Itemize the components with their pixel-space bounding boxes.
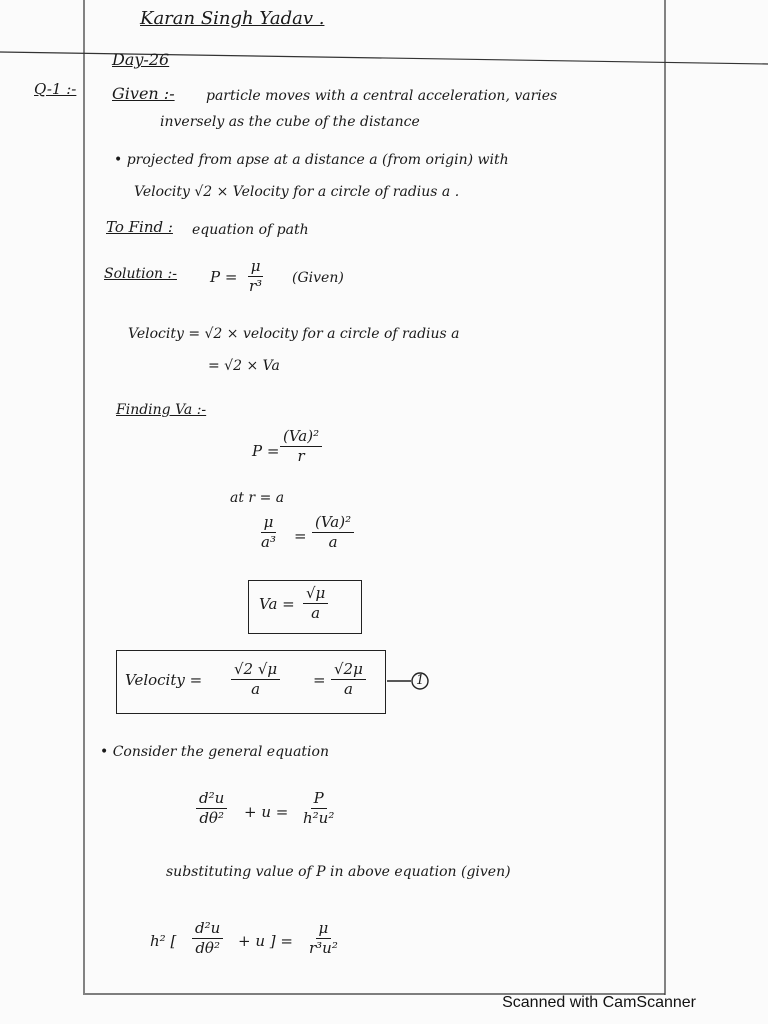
given-line-3: • projected from apse at a distance a (from origin) with — [114, 152, 509, 168]
velocity-denominator-2: a — [343, 679, 353, 698]
d2u-numerator: d²u — [196, 790, 227, 809]
p-denominator: r³ — [249, 276, 263, 295]
given-line-4: Velocity √2 × Velocity for a circle of radius a . — [134, 184, 460, 200]
final-d2u-fraction — [192, 920, 223, 956]
velocity-label: Velocity = — [125, 671, 203, 689]
velocity-denominator-1: a — [251, 679, 261, 698]
va-denominator: a — [311, 603, 321, 622]
d2u-dtheta2-fraction — [196, 790, 227, 826]
dtheta2-denominator: dθ² — [199, 808, 224, 827]
to-find-label: To Find : — [106, 218, 173, 236]
p-eq-denominator: r — [297, 446, 305, 465]
final-rhs-denominator: r³u² — [309, 938, 338, 957]
va-numerator: √μ — [303, 585, 328, 604]
va-squared-over-a — [312, 514, 354, 550]
velocity-numerator-2: √2μ — [331, 661, 366, 680]
question-number: Q-1 :- — [34, 80, 77, 98]
mu-numerator: μ — [261, 514, 277, 533]
p-numerator: μ — [248, 258, 264, 277]
to-find-text: equation of path — [192, 222, 309, 238]
p-fraction — [246, 258, 265, 294]
va-fraction — [303, 585, 328, 621]
va-result-box — [248, 580, 362, 634]
given-line-1: particle moves with a central acceleration, varies — [206, 88, 558, 104]
solution-label: Solution :- — [104, 266, 177, 282]
at-r-equals-a: at r = a — [230, 490, 285, 506]
final-rhs-numerator: μ — [316, 920, 332, 939]
velocity-line-1: Velocity = √2 × velocity for a circle of radius a — [128, 326, 460, 342]
equals-sign: = — [294, 527, 307, 545]
va-lhs: Va = — [259, 595, 295, 613]
velocity-fraction-1 — [231, 661, 280, 697]
final-h-squared: h² [ — [150, 932, 177, 950]
velocity-fraction-2 — [331, 661, 366, 697]
p-eq-fraction — [280, 428, 322, 464]
p-eq-lhs: P = — [252, 442, 280, 460]
final-rhs-fraction — [306, 920, 341, 956]
a-cubed-denominator: a³ — [261, 532, 276, 551]
p-over-h2u2-fraction — [300, 790, 337, 826]
velocity-line-2: = √2 × Va — [208, 358, 280, 374]
p-eq-numerator: (Va)² — [280, 428, 322, 447]
p-lhs: P = — [210, 268, 238, 286]
substituting-line: substituting value of P in above equation (given) — [166, 864, 511, 880]
camscanner-watermark: Scanned with CamScanner — [502, 994, 696, 1011]
velocity-result-box — [116, 650, 386, 714]
h2u2-denominator: h²u² — [303, 808, 335, 827]
p-given-note: (Given) — [292, 270, 344, 286]
p-numerator-general: P — [311, 790, 327, 809]
consider-line: • Consider the general equation — [100, 744, 329, 760]
equation-tag-number: 1 — [416, 673, 425, 688]
given-label: Given :- — [112, 84, 175, 103]
velocity-equals: = — [313, 671, 326, 689]
final-dtheta2-denominator: dθ² — [195, 938, 220, 957]
finding-va-label: Finding Va :- — [116, 402, 207, 418]
mu-over-a-cubed — [258, 514, 279, 550]
va-squared-numerator: (Va)² — [312, 514, 354, 533]
velocity-numerator-1: √2 √μ — [231, 661, 280, 680]
final-plus-u-equals: + u ] = — [238, 932, 293, 950]
a-denominator: a — [328, 532, 338, 551]
plus-u-equals: + u = — [244, 803, 289, 821]
author-name: Karan Singh Yadav . — [140, 8, 325, 29]
final-d2u-numerator: d²u — [192, 920, 223, 939]
day-label: Day-26 — [112, 50, 170, 69]
given-line-2: inversely as the cube of the distance — [160, 114, 420, 130]
